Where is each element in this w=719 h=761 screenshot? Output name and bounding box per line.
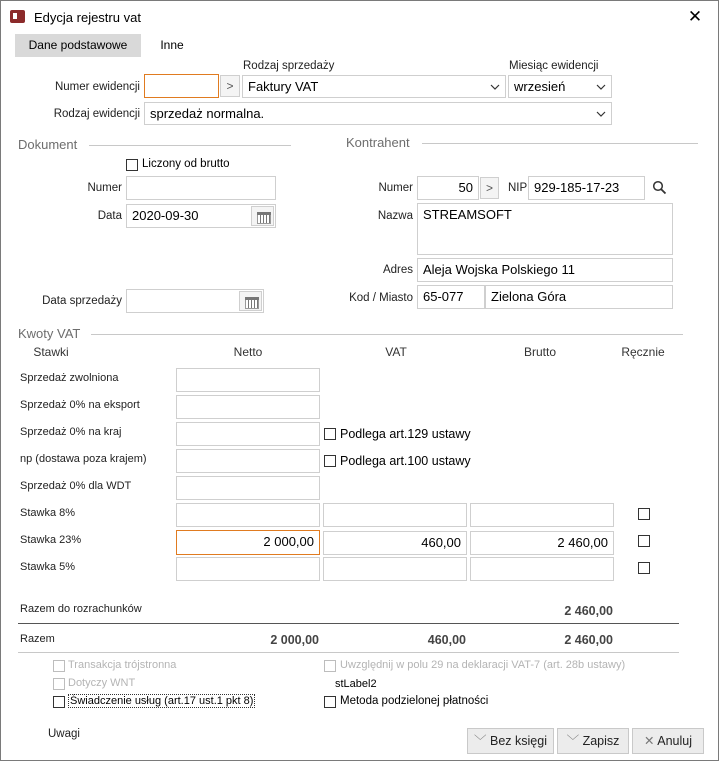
title-bar (1, 1, 718, 33)
tab-bar (1, 34, 718, 58)
numer-ewidencji-label: Numer ewidencji (54, 81, 140, 93)
chevron-down-icon: ﹀ (566, 734, 580, 748)
rodzaj-ewidencji-select[interactable] (144, 102, 612, 125)
dokument-numer-input[interactable] (126, 176, 276, 200)
row-label-stawka-5: Stawka 5% (20, 561, 76, 573)
stlabel2: stLabel2 (335, 678, 377, 690)
col-recznie-header: Ręcznie (621, 345, 665, 359)
netto-5-input[interactable] (176, 557, 320, 581)
art100-checkbox[interactable] (324, 455, 336, 467)
netto-23-input[interactable]: 2 000,00 (176, 530, 320, 555)
razem-netto-value: 2 000,00 (270, 633, 319, 647)
book-icon (10, 10, 25, 23)
adres-label: Adres (382, 264, 413, 276)
netto-8-input[interactable] (176, 503, 320, 527)
art100-label: Podlega art.100 ustawy (340, 454, 471, 468)
recznie-8-checkbox[interactable] (638, 508, 650, 520)
metoda-podzielonej-checkbox[interactable] (324, 696, 336, 708)
kontrahent-lookup-button[interactable] (480, 177, 499, 199)
kontrahent-section-title: Kontrahent (346, 135, 410, 150)
bez-ksiegi-label: Bez księgi (490, 734, 547, 748)
dokument-data-calendar-button[interactable] (251, 206, 274, 226)
vat-8-input[interactable] (323, 503, 467, 527)
close-icon: ✕ (643, 734, 655, 748)
vat-23-input[interactable]: 460,00 (323, 531, 467, 555)
razem-rozrachunkow-label: Razem do rozrachunków (20, 603, 142, 615)
uwagi-link[interactable]: Uwagi (48, 728, 80, 740)
netto-np-input[interactable] (176, 449, 320, 473)
chevron-down-icon (596, 82, 606, 92)
calendar-icon (257, 212, 271, 224)
nip-input[interactable]: 929-185-17-23 (528, 176, 645, 200)
window-title: Edycja rejestru vat (34, 10, 141, 25)
trojstronna-label: Transakcja trójstronna (68, 659, 177, 671)
adres-input[interactable]: Aleja Wojska Polskiego 11 (417, 258, 673, 282)
liczony-brutto-label: Liczony od brutto (142, 158, 230, 170)
data-sprzedazy-label: Data sprzedaży (42, 295, 122, 307)
row-label-stawka-8: Stawka 8% (20, 507, 76, 519)
row-label-zwolniona: Sprzedaż zwolniona (20, 372, 119, 384)
row-label-np: np (dostawa poza krajem) (20, 453, 147, 465)
zapisz-label: Zapisz (582, 734, 620, 748)
divider (89, 145, 291, 146)
nazwa-input[interactable]: STREAMSOFT (417, 203, 673, 255)
row-label-wdt: Sprzedaż 0% dla WDT (20, 480, 132, 492)
razem-vat-value: 460,00 (427, 633, 466, 647)
row-label-stawka-23: Stawka 23% (20, 534, 82, 546)
uwzglednij-label: Uwzględnij w polu 29 na deklaracji VAT-7 (art. 28b ustawy) (340, 659, 626, 671)
row-label-kraj: Sprzedaż 0% na kraj (20, 426, 122, 438)
netto-zwolniona-input[interactable] (176, 368, 320, 392)
kod-miasto-label: Kod / Miasto (349, 292, 413, 304)
wnt-label: Dotyczy WNT (68, 677, 136, 689)
kwoty-vat-section-title: Kwoty VAT (18, 326, 81, 341)
calendar-icon (245, 297, 259, 309)
chevron-right-icon: > (485, 181, 493, 195)
nip-label: NIP (508, 182, 528, 194)
swiadczenie-label: Świadczenie usług (art.17 ust.1 pkt 8) (70, 695, 254, 707)
tab-dane-podstawowe[interactable]: Dane podstawowe (15, 34, 141, 57)
recznie-23-checkbox[interactable] (638, 535, 650, 547)
close-button[interactable] (684, 6, 706, 28)
col-stawki-header: Stawki (33, 345, 69, 359)
dokument-section-title: Dokument (18, 137, 78, 152)
search-icon[interactable] (652, 180, 667, 195)
chevron-down-icon: ﹀ (474, 734, 487, 748)
chevron-right-icon: > (226, 79, 234, 93)
kontrahent-numer-input[interactable]: 50 (417, 176, 479, 200)
anuluj-button[interactable] (632, 728, 704, 754)
brutto-5-input[interactable] (470, 557, 614, 581)
chevron-down-icon (490, 82, 500, 92)
brutto-8-input[interactable] (470, 503, 614, 527)
netto-wdt-input[interactable] (176, 476, 320, 500)
row-label-eksport: Sprzedaż 0% na eksport (20, 399, 140, 411)
liczony-brutto-checkbox[interactable] (126, 159, 138, 171)
divider (91, 334, 683, 335)
anuluj-label: Anuluj (657, 734, 693, 748)
trojstronna-checkbox[interactable] (53, 660, 65, 672)
zapisz-button[interactable] (557, 728, 629, 754)
art129-label: Podlega art.129 ustawy (340, 427, 471, 441)
dokument-data-value: 2020-09-30 (132, 208, 199, 223)
divider (18, 623, 679, 624)
col-brutto-header: Brutto (523, 345, 556, 359)
razem-brutto-value: 2 460,00 (564, 633, 613, 647)
netto-kraj-input[interactable] (176, 422, 320, 446)
uwzglednij-checkbox[interactable] (324, 660, 336, 672)
razem-label: Razem (20, 633, 55, 645)
razem-rozrachunkow-value: 2 460,00 (564, 604, 613, 618)
metoda-podzielonej-label: Metoda podzielonej płatności (340, 695, 489, 707)
bez-ksiegi-button[interactable] (467, 728, 554, 754)
dokument-data-label: Data (97, 210, 122, 222)
rodzaj-sprzedazy-select[interactable] (242, 75, 506, 98)
data-sprzedazy-calendar-button[interactable] (239, 291, 262, 311)
numer-ewidencji-next-button[interactable] (220, 75, 240, 97)
brutto-23-input[interactable]: 2 460,00 (470, 531, 614, 555)
chevron-down-icon (596, 109, 606, 119)
miesiac-ewidencji-value: wrzesień (514, 79, 566, 94)
kontrahent-numer-label: Numer (378, 182, 413, 194)
recznie-5-checkbox[interactable] (638, 562, 650, 574)
col-netto-header: Netto (233, 345, 263, 359)
vat-5-input[interactable] (323, 557, 467, 581)
miesiac-ewidencji-select[interactable] (508, 75, 612, 98)
miasto-input[interactable]: Zielona Góra (485, 285, 673, 309)
miesiac-ewidencji-label: Miesiąc ewidencji (509, 60, 599, 72)
divider (422, 143, 698, 144)
wnt-checkbox[interactable] (53, 678, 65, 690)
netto-eksport-input[interactable] (176, 395, 320, 419)
close-icon: ✕ (687, 7, 703, 26)
kod-pocztowy-input[interactable]: 65-077 (417, 285, 485, 309)
swiadczenie-checkbox[interactable] (53, 696, 65, 708)
rodzaj-ewidencji-value: sprzedaż normalna. (150, 106, 265, 121)
nazwa-label: Nazwa (377, 210, 413, 222)
rodzaj-ewidencji-label: Rodzaj ewidencji (53, 108, 140, 120)
dokument-numer-label: Numer (87, 182, 122, 194)
tab-inne[interactable]: Inne (160, 38, 184, 52)
divider (18, 652, 679, 653)
numer-ewidencji-input[interactable] (144, 74, 219, 98)
rodzaj-sprzedazy-label: Rodzaj sprzedaży (243, 60, 335, 72)
col-vat-header: VAT (385, 345, 407, 359)
art129-checkbox[interactable] (324, 428, 336, 440)
rodzaj-sprzedazy-value: Faktury VAT (248, 79, 319, 94)
